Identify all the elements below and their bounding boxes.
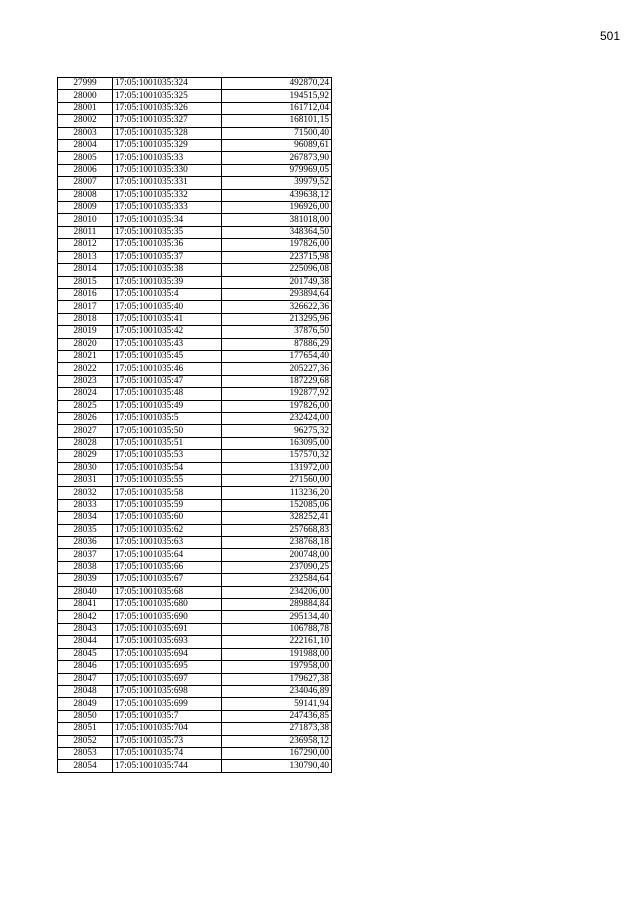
table-row <box>58 239 332 251</box>
cadastral-number-cell: 17:05:1001035:66 <box>113 561 222 573</box>
amount-cell: 257668,83 <box>222 524 332 536</box>
cadastral-number-cell: 17:05:1001035:43 <box>113 338 222 350</box>
table-row <box>58 747 332 759</box>
table-row <box>58 264 332 276</box>
cadastral-number-cell: 17:05:1001035:690 <box>113 611 222 623</box>
amount-cell: 152085,06 <box>222 499 332 511</box>
table-row <box>58 363 332 375</box>
table-row <box>58 338 332 350</box>
row-number-cell: 28029 <box>58 450 113 462</box>
amount-cell: 492870,24 <box>222 78 332 90</box>
amount-cell: 213295,96 <box>222 313 332 325</box>
table-row <box>58 276 332 288</box>
row-number-cell: 28025 <box>58 400 113 412</box>
amount-cell: 37876,50 <box>222 326 332 338</box>
cadastral-number-cell: 17:05:1001035:38 <box>113 264 222 276</box>
table-row <box>58 685 332 697</box>
amount-cell: 234206,00 <box>222 586 332 598</box>
row-number-cell: 28000 <box>58 90 113 102</box>
cadastral-number-cell: 17:05:1001035:33 <box>113 152 222 164</box>
amount-cell: 236958,12 <box>222 735 332 747</box>
row-number-cell: 28026 <box>58 412 113 424</box>
amount-cell: 295134,40 <box>222 611 332 623</box>
row-number-cell: 28017 <box>58 301 113 313</box>
amount-cell: 326622,36 <box>222 301 332 313</box>
row-number-cell: 28044 <box>58 636 113 648</box>
row-number-cell: 28014 <box>58 264 113 276</box>
row-number-cell: 28018 <box>58 313 113 325</box>
data-table <box>57 77 332 773</box>
table-row <box>58 226 332 238</box>
row-number-cell: 28015 <box>58 276 113 288</box>
amount-cell: 439638,12 <box>222 189 332 201</box>
table-row <box>58 140 332 152</box>
row-number-cell: 28049 <box>58 698 113 710</box>
table-row <box>58 127 332 139</box>
table-row <box>58 636 332 648</box>
row-number-cell: 28009 <box>58 202 113 214</box>
row-number-cell: 28020 <box>58 338 113 350</box>
cadastral-number-cell: 17:05:1001035:697 <box>113 673 222 685</box>
row-number-cell: 28002 <box>58 115 113 127</box>
cadastral-number-cell: 17:05:1001035:695 <box>113 661 222 673</box>
cadastral-number-cell: 17:05:1001035:329 <box>113 140 222 152</box>
amount-cell: 238768,18 <box>222 537 332 549</box>
table-row <box>58 661 332 673</box>
table-row <box>58 611 332 623</box>
cadastral-number-cell: 17:05:1001035:5 <box>113 412 222 424</box>
cadastral-number-cell: 17:05:1001035:63 <box>113 537 222 549</box>
row-number-cell: 27999 <box>58 78 113 90</box>
cadastral-number-cell: 17:05:1001035:45 <box>113 350 222 362</box>
page-number: 501 <box>599 29 620 43</box>
table-row <box>58 115 332 127</box>
amount-cell: 271560,00 <box>222 475 332 487</box>
cadastral-number-cell: 17:05:1001035:7 <box>113 710 222 722</box>
cadastral-number-cell: 17:05:1001035:34 <box>113 214 222 226</box>
row-number-cell: 28039 <box>58 574 113 586</box>
cadastral-number-cell: 17:05:1001035:68 <box>113 586 222 598</box>
amount-cell: 163095,00 <box>222 437 332 449</box>
amount-cell: 196926,00 <box>222 202 332 214</box>
table-row <box>58 189 332 201</box>
table-row <box>58 214 332 226</box>
cadastral-number-cell: 17:05:1001035:39 <box>113 276 222 288</box>
row-number-cell: 28047 <box>58 673 113 685</box>
table-row <box>58 288 332 300</box>
cadastral-number-cell: 17:05:1001035:325 <box>113 90 222 102</box>
amount-cell: 130790,40 <box>222 760 332 772</box>
amount-cell: 131972,00 <box>222 462 332 474</box>
table-row <box>58 326 332 338</box>
amount-cell: 113236,20 <box>222 487 332 499</box>
table-row <box>58 164 332 176</box>
amount-cell: 232424,00 <box>222 412 332 424</box>
cadastral-number-cell: 17:05:1001035:58 <box>113 487 222 499</box>
cadastral-number-cell: 17:05:1001035:4 <box>113 288 222 300</box>
cadastral-number-cell: 17:05:1001035:698 <box>113 685 222 697</box>
cadastral-number-cell: 17:05:1001035:704 <box>113 723 222 735</box>
cadastral-number-cell: 17:05:1001035:36 <box>113 239 222 251</box>
row-number-cell: 28033 <box>58 499 113 511</box>
table-row <box>58 450 332 462</box>
row-number-cell: 28004 <box>58 140 113 152</box>
cadastral-number-cell: 17:05:1001035:48 <box>113 388 222 400</box>
amount-cell: 194515,92 <box>222 90 332 102</box>
table-row <box>58 177 332 189</box>
table-row <box>58 599 332 611</box>
amount-cell: 96275,32 <box>222 425 332 437</box>
row-number-cell: 28051 <box>58 723 113 735</box>
row-number-cell: 28037 <box>58 549 113 561</box>
table-row <box>58 425 332 437</box>
row-number-cell: 28050 <box>58 710 113 722</box>
table-row <box>58 90 332 102</box>
row-number-cell: 28052 <box>58 735 113 747</box>
table-row <box>58 251 332 263</box>
cadastral-number-cell: 17:05:1001035:46 <box>113 363 222 375</box>
row-number-cell: 28034 <box>58 512 113 524</box>
table-row <box>58 375 332 387</box>
amount-cell: 179627,38 <box>222 673 332 685</box>
amount-cell: 267873,90 <box>222 152 332 164</box>
cadastral-number-cell: 17:05:1001035:73 <box>113 735 222 747</box>
table-row <box>58 524 332 536</box>
table-row <box>58 586 332 598</box>
row-number-cell: 28001 <box>58 102 113 114</box>
cadastral-number-cell: 17:05:1001035:53 <box>113 450 222 462</box>
amount-cell: 225096,08 <box>222 264 332 276</box>
table-row <box>58 388 332 400</box>
amount-cell: 232584,64 <box>222 574 332 586</box>
row-number-cell: 28046 <box>58 661 113 673</box>
table-row <box>58 549 332 561</box>
cadastral-number-cell: 17:05:1001035:680 <box>113 599 222 611</box>
row-number-cell: 28053 <box>58 747 113 759</box>
table-row <box>58 735 332 747</box>
cadastral-number-cell: 17:05:1001035:62 <box>113 524 222 536</box>
amount-cell: 979969,05 <box>222 164 332 176</box>
table-row <box>58 537 332 549</box>
row-number-cell: 28016 <box>58 288 113 300</box>
table-row <box>58 710 332 722</box>
row-number-cell: 28032 <box>58 487 113 499</box>
table-row <box>58 152 332 164</box>
table-row <box>58 400 332 412</box>
amount-cell: 197826,00 <box>222 239 332 251</box>
row-number-cell: 28036 <box>58 537 113 549</box>
table-body <box>58 78 332 773</box>
row-number-cell: 28010 <box>58 214 113 226</box>
table-row <box>58 623 332 635</box>
row-number-cell: 28022 <box>58 363 113 375</box>
amount-cell: 96089,61 <box>222 140 332 152</box>
cadastral-number-cell: 17:05:1001035:42 <box>113 326 222 338</box>
cadastral-number-cell: 17:05:1001035:74 <box>113 747 222 759</box>
cadastral-number-cell: 17:05:1001035:328 <box>113 127 222 139</box>
row-number-cell: 28031 <box>58 475 113 487</box>
row-number-cell: 28048 <box>58 685 113 697</box>
amount-cell: 87886,29 <box>222 338 332 350</box>
cadastral-number-cell: 17:05:1001035:699 <box>113 698 222 710</box>
cadastral-number-cell: 17:05:1001035:694 <box>113 648 222 660</box>
cadastral-number-cell: 17:05:1001035:41 <box>113 313 222 325</box>
table-row <box>58 350 332 362</box>
amount-cell: 59141,94 <box>222 698 332 710</box>
table-row <box>58 462 332 474</box>
row-number-cell: 28030 <box>58 462 113 474</box>
cadastral-number-cell: 17:05:1001035:67 <box>113 574 222 586</box>
row-number-cell: 28041 <box>58 599 113 611</box>
cadastral-number-cell: 17:05:1001035:60 <box>113 512 222 524</box>
amount-cell: 201749,38 <box>222 276 332 288</box>
amount-cell: 168101,15 <box>222 115 332 127</box>
amount-cell: 348364,50 <box>222 226 332 238</box>
amount-cell: 71500,40 <box>222 127 332 139</box>
amount-cell: 234046,89 <box>222 685 332 697</box>
table-row <box>58 437 332 449</box>
table-row <box>58 723 332 735</box>
cadastral-number-cell: 17:05:1001035:693 <box>113 636 222 648</box>
amount-cell: 247436,85 <box>222 710 332 722</box>
table-row <box>58 760 332 772</box>
cadastral-number-cell: 17:05:1001035:330 <box>113 164 222 176</box>
table-row <box>58 574 332 586</box>
cadastral-number-cell: 17:05:1001035:49 <box>113 400 222 412</box>
row-number-cell: 28005 <box>58 152 113 164</box>
table-row <box>58 102 332 114</box>
table-row <box>58 499 332 511</box>
amount-cell: 271873,38 <box>222 723 332 735</box>
table-row <box>58 648 332 660</box>
cadastral-number-cell: 17:05:1001035:324 <box>113 78 222 90</box>
cadastral-number-cell: 17:05:1001035:35 <box>113 226 222 238</box>
row-number-cell: 28019 <box>58 326 113 338</box>
row-number-cell: 28013 <box>58 251 113 263</box>
row-number-cell: 28023 <box>58 375 113 387</box>
table-row <box>58 512 332 524</box>
cadastral-number-cell: 17:05:1001035:40 <box>113 301 222 313</box>
table-row <box>58 673 332 685</box>
cadastral-number-cell: 17:05:1001035:64 <box>113 549 222 561</box>
amount-cell: 191988,00 <box>222 648 332 660</box>
amount-cell: 157570,32 <box>222 450 332 462</box>
table-row <box>58 698 332 710</box>
amount-cell: 237090,25 <box>222 561 332 573</box>
amount-cell: 177654,40 <box>222 350 332 362</box>
cadastral-number-cell: 17:05:1001035:691 <box>113 623 222 635</box>
cadastral-number-cell: 17:05:1001035:37 <box>113 251 222 263</box>
row-number-cell: 28007 <box>58 177 113 189</box>
row-number-cell: 28006 <box>58 164 113 176</box>
row-number-cell: 28012 <box>58 239 113 251</box>
table-row <box>58 475 332 487</box>
amount-cell: 197826,00 <box>222 400 332 412</box>
table-row <box>58 202 332 214</box>
row-number-cell: 28028 <box>58 437 113 449</box>
row-number-cell: 28008 <box>58 189 113 201</box>
row-number-cell: 28003 <box>58 127 113 139</box>
amount-cell: 205227,36 <box>222 363 332 375</box>
amount-cell: 223715,98 <box>222 251 332 263</box>
amount-cell: 167290,00 <box>222 747 332 759</box>
table-row <box>58 313 332 325</box>
table-row <box>58 78 332 90</box>
cadastral-number-cell: 17:05:1001035:333 <box>113 202 222 214</box>
table-row <box>58 561 332 573</box>
amount-cell: 289884,84 <box>222 599 332 611</box>
cadastral-number-cell: 17:05:1001035:331 <box>113 177 222 189</box>
table-row <box>58 412 332 424</box>
cadastral-number-cell: 17:05:1001035:327 <box>113 115 222 127</box>
amount-cell: 192877,92 <box>222 388 332 400</box>
table-row <box>58 301 332 313</box>
cadastral-number-cell: 17:05:1001035:54 <box>113 462 222 474</box>
table-row <box>58 487 332 499</box>
cadastral-number-cell: 17:05:1001035:332 <box>113 189 222 201</box>
cadastral-number-cell: 17:05:1001035:326 <box>113 102 222 114</box>
amount-cell: 293894,64 <box>222 288 332 300</box>
amount-cell: 39979,52 <box>222 177 332 189</box>
row-number-cell: 28040 <box>58 586 113 598</box>
amount-cell: 197958,00 <box>222 661 332 673</box>
cadastral-number-cell: 17:05:1001035:744 <box>113 760 222 772</box>
amount-cell: 187229,68 <box>222 375 332 387</box>
amount-cell: 106788,78 <box>222 623 332 635</box>
row-number-cell: 28021 <box>58 350 113 362</box>
row-number-cell: 28035 <box>58 524 113 536</box>
cadastral-number-cell: 17:05:1001035:50 <box>113 425 222 437</box>
amount-cell: 381018,00 <box>222 214 332 226</box>
row-number-cell: 28043 <box>58 623 113 635</box>
cadastral-number-cell: 17:05:1001035:59 <box>113 499 222 511</box>
amount-cell: 222161,10 <box>222 636 332 648</box>
row-number-cell: 28027 <box>58 425 113 437</box>
row-number-cell: 28011 <box>58 226 113 238</box>
amount-cell: 328252,41 <box>222 512 332 524</box>
row-number-cell: 28054 <box>58 760 113 772</box>
row-number-cell: 28024 <box>58 388 113 400</box>
cadastral-number-cell: 17:05:1001035:51 <box>113 437 222 449</box>
amount-cell: 161712,04 <box>222 102 332 114</box>
cadastral-number-cell: 17:05:1001035:47 <box>113 375 222 387</box>
row-number-cell: 28042 <box>58 611 113 623</box>
row-number-cell: 28045 <box>58 648 113 660</box>
amount-cell: 200748,00 <box>222 549 332 561</box>
row-number-cell: 28038 <box>58 561 113 573</box>
cadastral-number-cell: 17:05:1001035:55 <box>113 475 222 487</box>
